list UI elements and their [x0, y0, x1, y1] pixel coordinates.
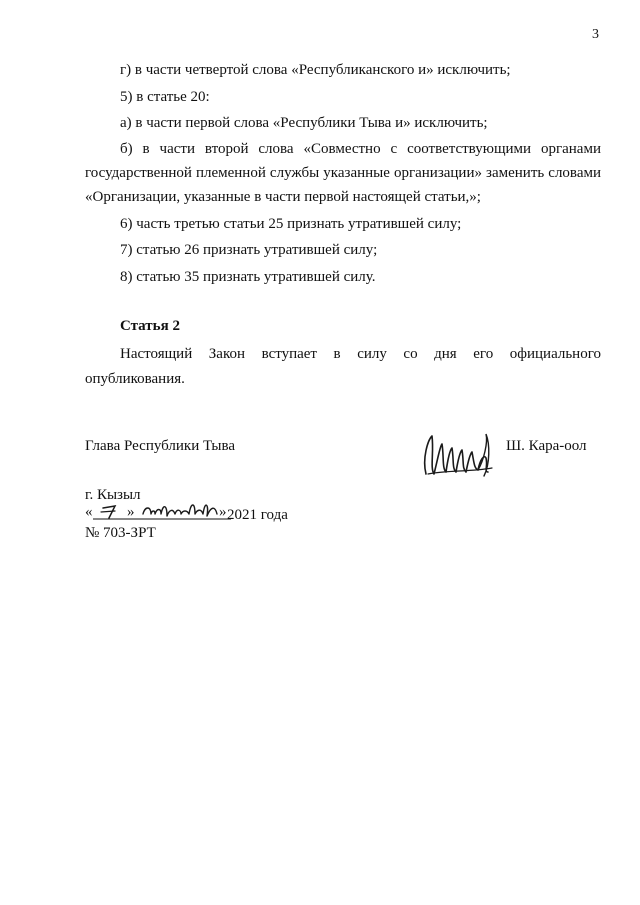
signatory-position: Глава Республики Тыва [85, 438, 236, 454]
paragraph-5: 5) в статье 20: [120, 89, 210, 105]
signature-block [0, 430, 640, 480]
page-number: 3 [592, 27, 599, 42]
article-title: Статья 2 [120, 318, 180, 334]
paragraph-b-line1: б) в части второй слова «Совместно с соответствующими органами [120, 141, 601, 157]
paragraph-6: 6) часть третью статьи 25 признать утратившей силу; [120, 216, 462, 232]
signatory-name: Ш. Кара-оол [506, 438, 587, 454]
paragraph-7: 7) статью 26 признать утратившей силу; [120, 242, 378, 258]
svg-text:«: « [85, 504, 93, 520]
paragraph-a: а) в части первой слова «Республики Тыва и» исключить; [120, 115, 488, 131]
document-meta [85, 486, 288, 542]
place: г. Кызыл [85, 487, 141, 503]
article-text-line2: опубликования. [85, 371, 185, 387]
paragraph-g: г) в части четвертой слова «Республиканского и» исключить; [120, 62, 511, 78]
paragraph-b-line2: государственной племенной службы указанные организации» заменить словами [85, 165, 601, 181]
paragraph-8: 8) статью 35 признать утратившей силу. [120, 269, 376, 285]
date-line [85, 504, 288, 524]
handwritten-signature [418, 430, 500, 480]
svg-text:»: » [127, 504, 135, 520]
handwritten-date [85, 496, 233, 524]
paragraph-b-line3: «Организации, указанные в части первой настоящей статьи,»; [85, 189, 481, 205]
law-number: № 703-ЗРТ [85, 525, 156, 541]
svg-text:»: » [219, 504, 227, 520]
date-year: 2021 года [227, 507, 288, 523]
article-text-line1: Настоящий Закон вступает в силу со дня его официального [120, 346, 601, 362]
